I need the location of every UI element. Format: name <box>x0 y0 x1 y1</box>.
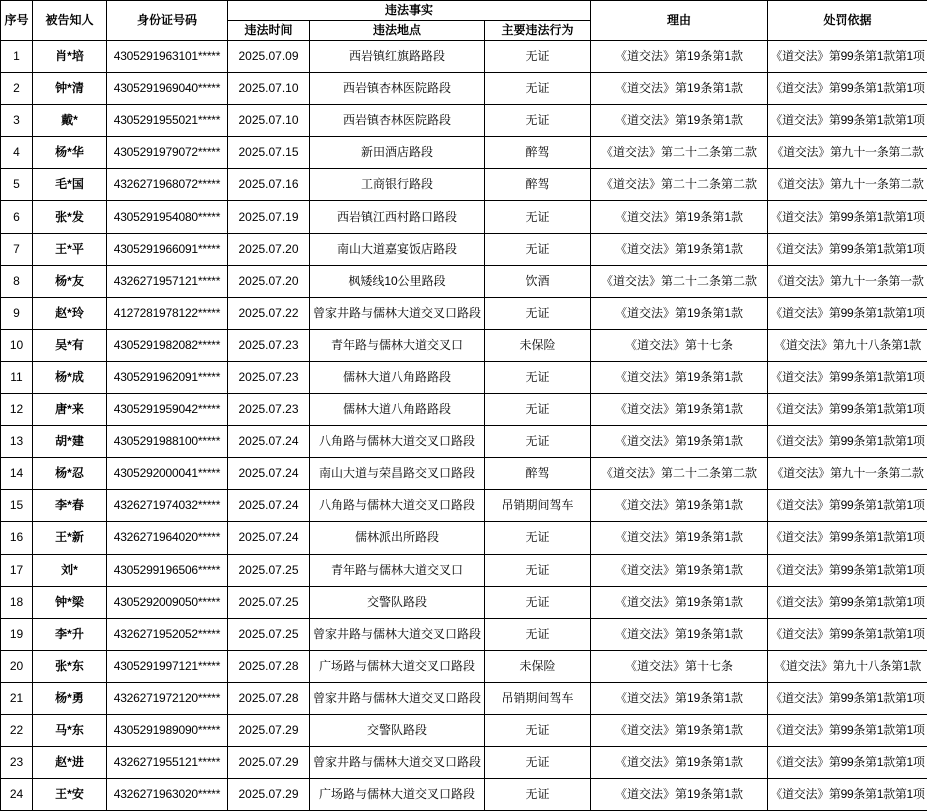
cell-basis: 《道交法》第九十一条第二款 <box>768 458 927 490</box>
table-row <box>1 747 927 779</box>
cell-seq: 1 <box>1 41 33 73</box>
cell-behavior: 无证 <box>485 41 591 73</box>
table-row <box>1 233 927 265</box>
table-row <box>1 169 927 201</box>
column-header-name: 被告知人 <box>33 1 107 41</box>
cell-basis: 《道交法》第九十一条第二款 <box>768 137 927 169</box>
cell-behavior: 无证 <box>485 586 591 618</box>
cell-place: 曾家井路与儒林大道交叉口路段 <box>310 297 485 329</box>
cell-name: 赵*进 <box>33 747 107 779</box>
cell-time: 2025.07.29 <box>228 747 310 779</box>
cell-id: 4305291963101***** <box>107 41 228 73</box>
cell-behavior: 无证 <box>485 714 591 746</box>
cell-id: 4326271968072***** <box>107 169 228 201</box>
cell-basis: 《道交法》第99条第1款第1项 <box>768 779 927 811</box>
cell-behavior: 未保险 <box>485 650 591 682</box>
cell-id: 4305291989090***** <box>107 714 228 746</box>
table-row <box>1 426 927 458</box>
cell-time: 2025.07.15 <box>228 137 310 169</box>
cell-reason: 《道交法》第19条第1款 <box>591 586 768 618</box>
cell-id: 4305291962091***** <box>107 361 228 393</box>
cell-reason: 《道交法》第19条第1款 <box>591 426 768 458</box>
cell-place: 西岩镇杏林医院路段 <box>310 105 485 137</box>
cell-seq: 6 <box>1 201 33 233</box>
cell-basis: 《道交法》第99条第1款第1项 <box>768 73 927 105</box>
cell-basis: 《道交法》第九十八条第1款 <box>768 650 927 682</box>
cell-basis: 《道交法》第99条第1款第1项 <box>768 426 927 458</box>
cell-behavior: 吊销期间驾车 <box>485 490 591 522</box>
table-row <box>1 650 927 682</box>
cell-seq: 3 <box>1 105 33 137</box>
cell-reason: 《道交法》第19条第1款 <box>591 41 768 73</box>
cell-basis: 《道交法》第99条第1款第1项 <box>768 714 927 746</box>
cell-id: 4326271955121***** <box>107 747 228 779</box>
cell-name: 张*东 <box>33 650 107 682</box>
cell-name: 戴* <box>33 105 107 137</box>
cell-id: 4305291959042***** <box>107 394 228 426</box>
cell-behavior: 醉驾 <box>485 458 591 490</box>
cell-id: 4326271974032***** <box>107 490 228 522</box>
cell-reason: 《道交法》第十七条 <box>591 329 768 361</box>
cell-name: 钟*梁 <box>33 586 107 618</box>
column-header-seq: 序号 <box>1 1 33 41</box>
cell-seq: 18 <box>1 586 33 618</box>
table-row <box>1 490 927 522</box>
cell-reason: 《道交法》第二十二条第二款 <box>591 458 768 490</box>
cell-behavior: 无证 <box>485 426 591 458</box>
cell-basis: 《道交法》第九十八条第1款 <box>768 329 927 361</box>
cell-time: 2025.07.24 <box>228 522 310 554</box>
table-row <box>1 265 927 297</box>
cell-time: 2025.07.28 <box>228 650 310 682</box>
cell-name: 杨*忍 <box>33 458 107 490</box>
cell-basis: 《道交法》第99条第1款第1项 <box>768 618 927 650</box>
cell-id: 4305292000041***** <box>107 458 228 490</box>
cell-name: 唐*来 <box>33 394 107 426</box>
cell-place: 八角路与儒林大道交叉口路段 <box>310 426 485 458</box>
cell-reason: 《道交法》第十七条 <box>591 650 768 682</box>
cell-reason: 《道交法》第19条第1款 <box>591 105 768 137</box>
table-row <box>1 779 927 811</box>
column-header-basis: 处罚依据 <box>768 1 927 41</box>
table-row <box>1 201 927 233</box>
cell-seq: 15 <box>1 490 33 522</box>
cell-reason: 《道交法》第19条第1款 <box>591 394 768 426</box>
cell-seq: 7 <box>1 233 33 265</box>
cell-seq: 2 <box>1 73 33 105</box>
cell-reason: 《道交法》第19条第1款 <box>591 73 768 105</box>
cell-basis: 《道交法》第99条第1款第1项 <box>768 747 927 779</box>
cell-behavior: 醉驾 <box>485 169 591 201</box>
cell-name: 吴*有 <box>33 329 107 361</box>
cell-behavior: 饮酒 <box>485 265 591 297</box>
cell-behavior: 无证 <box>485 233 591 265</box>
table-row <box>1 522 927 554</box>
cell-time: 2025.07.23 <box>228 329 310 361</box>
cell-time: 2025.07.10 <box>228 105 310 137</box>
cell-id: 4305291955021***** <box>107 105 228 137</box>
cell-basis: 《道交法》第99条第1款第1项 <box>768 522 927 554</box>
cell-time: 2025.07.20 <box>228 265 310 297</box>
cell-behavior: 吊销期间驾车 <box>485 682 591 714</box>
cell-place: 广场路与儒林大道交叉口路段 <box>310 779 485 811</box>
cell-time: 2025.07.24 <box>228 426 310 458</box>
cell-time: 2025.07.28 <box>228 682 310 714</box>
cell-time: 2025.07.10 <box>228 73 310 105</box>
cell-basis: 《道交法》第99条第1款第1项 <box>768 490 927 522</box>
cell-time: 2025.07.29 <box>228 714 310 746</box>
cell-place: 曾家井路与儒林大道交叉口路段 <box>310 618 485 650</box>
column-header-place: 违法地点 <box>310 21 485 41</box>
cell-name: 杨*华 <box>33 137 107 169</box>
table-row <box>1 394 927 426</box>
cell-place: 枫矮线10公里路段 <box>310 265 485 297</box>
cell-behavior: 醉驾 <box>485 137 591 169</box>
cell-id: 4305291979072***** <box>107 137 228 169</box>
table-header <box>1 1 927 41</box>
cell-time: 2025.07.19 <box>228 201 310 233</box>
table-row <box>1 137 927 169</box>
cell-basis: 《道交法》第99条第1款第1项 <box>768 233 927 265</box>
cell-id: 4326271952052***** <box>107 618 228 650</box>
cell-seq: 11 <box>1 361 33 393</box>
cell-seq: 14 <box>1 458 33 490</box>
cell-time: 2025.07.29 <box>228 779 310 811</box>
cell-seq: 4 <box>1 137 33 169</box>
cell-place: 广场路与儒林大道交叉口路段 <box>310 650 485 682</box>
cell-name: 李*升 <box>33 618 107 650</box>
cell-name: 王*安 <box>33 779 107 811</box>
cell-time: 2025.07.25 <box>228 618 310 650</box>
cell-time: 2025.07.23 <box>228 361 310 393</box>
cell-basis: 《道交法》第99条第1款第1项 <box>768 554 927 586</box>
table-body <box>1 41 927 811</box>
cell-seq: 21 <box>1 682 33 714</box>
cell-time: 2025.07.23 <box>228 394 310 426</box>
cell-basis: 《道交法》第99条第1款第1项 <box>768 586 927 618</box>
cell-id: 4305291988100***** <box>107 426 228 458</box>
cell-name: 杨*成 <box>33 361 107 393</box>
cell-time: 2025.07.09 <box>228 41 310 73</box>
cell-place: 南山大道嘉宴饭店路段 <box>310 233 485 265</box>
cell-id: 4305292009050***** <box>107 586 228 618</box>
cell-name: 杨*勇 <box>33 682 107 714</box>
cell-seq: 19 <box>1 618 33 650</box>
cell-id: 4305291969040***** <box>107 73 228 105</box>
cell-place: 青年路与儒林大道交叉口 <box>310 329 485 361</box>
cell-place: 交警队路段 <box>310 586 485 618</box>
cell-id: 4127281978122***** <box>107 297 228 329</box>
cell-behavior: 无证 <box>485 105 591 137</box>
cell-behavior: 无证 <box>485 618 591 650</box>
cell-reason: 《道交法》第19条第1款 <box>591 490 768 522</box>
cell-reason: 《道交法》第19条第1款 <box>591 618 768 650</box>
cell-basis: 《道交法》第99条第1款第1项 <box>768 682 927 714</box>
cell-behavior: 无证 <box>485 522 591 554</box>
cell-behavior: 无证 <box>485 394 591 426</box>
cell-name: 杨*友 <box>33 265 107 297</box>
table-row <box>1 554 927 586</box>
table-row <box>1 618 927 650</box>
cell-time: 2025.07.25 <box>228 554 310 586</box>
cell-seq: 24 <box>1 779 33 811</box>
cell-place: 西岩镇江西村路口路段 <box>310 201 485 233</box>
table-row <box>1 361 927 393</box>
cell-place: 儒林派出所路段 <box>310 522 485 554</box>
cell-basis: 《道交法》第九十一条第二款 <box>768 169 927 201</box>
cell-id: 4305291997121***** <box>107 650 228 682</box>
cell-id: 4326271972120***** <box>107 682 228 714</box>
cell-reason: 《道交法》第19条第1款 <box>591 714 768 746</box>
cell-reason: 《道交法》第二十二条第二款 <box>591 265 768 297</box>
cell-basis: 《道交法》第99条第1款第1项 <box>768 41 927 73</box>
cell-basis: 《道交法》第99条第1款第1项 <box>768 105 927 137</box>
cell-reason: 《道交法》第19条第1款 <box>591 554 768 586</box>
cell-time: 2025.07.20 <box>228 233 310 265</box>
column-header-behavior: 主要违法行为 <box>485 21 591 41</box>
cell-name: 毛*国 <box>33 169 107 201</box>
cell-place: 八角路与儒林大道交叉口路段 <box>310 490 485 522</box>
cell-basis: 《道交法》第99条第1款第1项 <box>768 297 927 329</box>
cell-time: 2025.07.16 <box>228 169 310 201</box>
cell-name: 肖*培 <box>33 41 107 73</box>
cell-place: 西岩镇红旗路路段 <box>310 41 485 73</box>
column-header-violation-fact: 违法事实 <box>228 1 591 21</box>
cell-behavior: 无证 <box>485 201 591 233</box>
cell-name: 王*平 <box>33 233 107 265</box>
cell-time: 2025.07.22 <box>228 297 310 329</box>
cell-place: 交警队路段 <box>310 714 485 746</box>
cell-basis: 《道交法》第99条第1款第1项 <box>768 201 927 233</box>
cell-seq: 8 <box>1 265 33 297</box>
cell-behavior: 无证 <box>485 361 591 393</box>
cell-id: 4305299196506***** <box>107 554 228 586</box>
cell-behavior: 无证 <box>485 747 591 779</box>
cell-reason: 《道交法》第19条第1款 <box>591 682 768 714</box>
cell-name: 刘* <box>33 554 107 586</box>
cell-place: 青年路与儒林大道交叉口 <box>310 554 485 586</box>
table-row <box>1 458 927 490</box>
cell-place: 新田酒店路段 <box>310 137 485 169</box>
cell-basis: 《道交法》第99条第1款第1项 <box>768 394 927 426</box>
cell-name: 钟*清 <box>33 73 107 105</box>
cell-reason: 《道交法》第19条第1款 <box>591 361 768 393</box>
table-row <box>1 297 927 329</box>
cell-seq: 12 <box>1 394 33 426</box>
cell-basis: 《道交法》第99条第1款第1项 <box>768 361 927 393</box>
cell-time: 2025.07.24 <box>228 458 310 490</box>
cell-behavior: 无证 <box>485 73 591 105</box>
cell-id: 4326271957121***** <box>107 265 228 297</box>
cell-reason: 《道交法》第二十二条第二款 <box>591 137 768 169</box>
cell-behavior: 无证 <box>485 297 591 329</box>
cell-reason: 《道交法》第19条第1款 <box>591 522 768 554</box>
cell-place: 西岩镇杏林医院路段 <box>310 73 485 105</box>
cell-seq: 20 <box>1 650 33 682</box>
cell-reason: 《道交法》第19条第1款 <box>591 747 768 779</box>
cell-reason: 《道交法》第19条第1款 <box>591 297 768 329</box>
cell-seq: 17 <box>1 554 33 586</box>
cell-id: 4326271964020***** <box>107 522 228 554</box>
cell-seq: 9 <box>1 297 33 329</box>
table-row <box>1 714 927 746</box>
cell-place: 曾家井路与儒林大道交叉口路段 <box>310 747 485 779</box>
table-row <box>1 105 927 137</box>
cell-seq: 10 <box>1 329 33 361</box>
column-header-time: 违法时间 <box>228 21 310 41</box>
table-row <box>1 73 927 105</box>
cell-name: 张*发 <box>33 201 107 233</box>
cell-seq: 5 <box>1 169 33 201</box>
cell-id: 4305291966091***** <box>107 233 228 265</box>
cell-name: 王*新 <box>33 522 107 554</box>
cell-behavior: 无证 <box>485 554 591 586</box>
cell-place: 儒林大道八角路路段 <box>310 394 485 426</box>
cell-place: 儒林大道八角路路段 <box>310 361 485 393</box>
cell-basis: 《道交法》第九十一条第一款 <box>768 265 927 297</box>
cell-place: 南山大道与荣昌路交叉口路段 <box>310 458 485 490</box>
cell-reason: 《道交法》第19条第1款 <box>591 779 768 811</box>
cell-behavior: 未保险 <box>485 329 591 361</box>
cell-time: 2025.07.24 <box>228 490 310 522</box>
cell-place: 工商银行路段 <box>310 169 485 201</box>
column-header-reason: 理由 <box>591 1 768 41</box>
cell-seq: 16 <box>1 522 33 554</box>
table-row <box>1 41 927 73</box>
cell-id: 4305291982082***** <box>107 329 228 361</box>
table-row <box>1 682 927 714</box>
cell-reason: 《道交法》第19条第1款 <box>591 233 768 265</box>
cell-name: 赵*玲 <box>33 297 107 329</box>
cell-reason: 《道交法》第二十二条第二款 <box>591 169 768 201</box>
cell-seq: 13 <box>1 426 33 458</box>
cell-name: 胡*建 <box>33 426 107 458</box>
cell-behavior: 无证 <box>485 779 591 811</box>
table-row <box>1 586 927 618</box>
cell-place: 曾家井路与儒林大道交叉口路段 <box>310 682 485 714</box>
cell-time: 2025.07.25 <box>228 586 310 618</box>
cell-seq: 23 <box>1 747 33 779</box>
cell-seq: 22 <box>1 714 33 746</box>
column-header-id: 身份证号码 <box>107 1 228 41</box>
table-row <box>1 329 927 361</box>
cell-id: 4326271963020***** <box>107 779 228 811</box>
cell-name: 马*东 <box>33 714 107 746</box>
cell-name: 李*春 <box>33 490 107 522</box>
cell-id: 4305291954080***** <box>107 201 228 233</box>
cell-reason: 《道交法》第19条第1款 <box>591 201 768 233</box>
